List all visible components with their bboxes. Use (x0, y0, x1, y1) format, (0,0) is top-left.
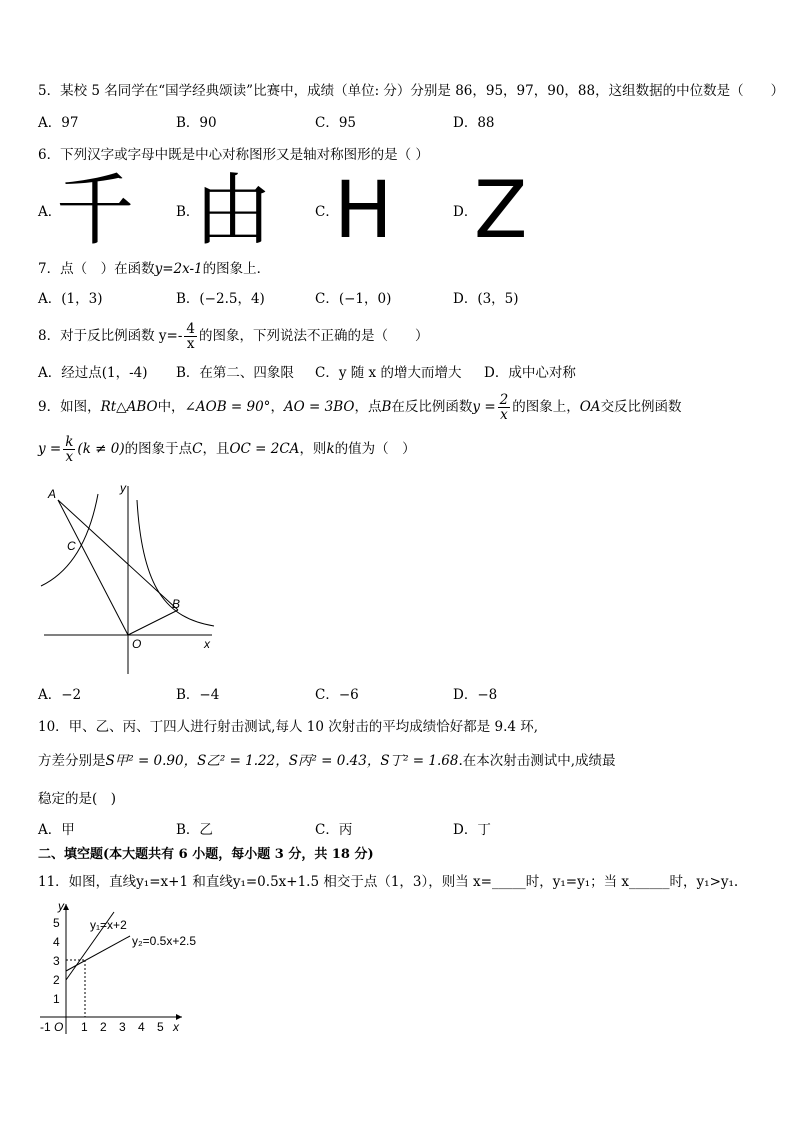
q7-function: y=2x-1 (154, 261, 203, 277)
q6-stem: 6．下列汉字或字母中既是中心对称图形又是轴对称图形的是（ ） (38, 147, 429, 163)
q8-stem-a: 8．对于反比例函数 y=- (38, 328, 183, 344)
q10-option-b: B．乙 (176, 822, 213, 838)
q9-option-c: C．−6 (315, 687, 359, 703)
q9-stem-i: ，则 (299, 441, 327, 457)
q9-stem-c: ，点 (354, 399, 382, 415)
q9-fn2-lhs: y = (38, 441, 62, 457)
q9-angle: ∠AOB = 90° (184, 399, 271, 415)
q9-fn1-frac (498, 393, 511, 422)
q8-option-d: D．成中心对称 (484, 365, 576, 381)
q9-k: k (326, 441, 335, 457)
q9-cond1: AO = 3BO (283, 399, 355, 415)
q8-stem (38, 321, 428, 351)
q9-stem-h: ，且 (202, 441, 230, 457)
q11-ytick-5: 5 (53, 916, 60, 930)
q9-label-o: O (132, 637, 142, 651)
q11-xtick-5: 5 (157, 1020, 164, 1034)
q9-stem-line1: 9．如图，Rt△ABO中，∠AOB = 90°，AO = 3BO，点B在反比例函数y = $\frac{2}{x}$ 的图象上，OA交反比例函数 (38, 392, 682, 423)
q9-figure (36, 478, 222, 678)
q11-line2-label: y₂=0.5x+2.5 (132, 934, 197, 948)
q9-cond2: OC = 2CA (229, 441, 300, 457)
q9-fn2-cond: (k ≠ 0) (77, 441, 125, 457)
q6-glyph-a: 千 (56, 166, 135, 256)
q9-label-b: B (172, 597, 181, 611)
q8-option-c: C．y 随 x 的增大而增大 (315, 365, 462, 381)
q11-xtick-neg1: -1 (40, 1020, 51, 1034)
q7-stem (38, 260, 270, 278)
q11-xtick-origin: O (54, 1020, 64, 1034)
q10-line2-a: 方差分别是 (38, 753, 106, 769)
q9-segment-ob (128, 610, 178, 635)
q11-xtick-1: 1 (81, 1020, 88, 1034)
q9-stem-f: 交反比例函数 (600, 399, 682, 415)
q8-option-b: B．在第二、四象限 (176, 365, 294, 381)
q8-fraction (184, 322, 197, 351)
q7-option-d: D．(3，5) (453, 291, 519, 307)
q10-line1: 10．甲、乙、丙、丁四人进行射击测试,每人 10 次射击的平均成绩恰好都是 9.4 环, (38, 719, 539, 735)
q11-ytick-1: 1 (53, 992, 60, 1006)
q11-xtick-4: 4 (138, 1020, 145, 1034)
q9-option-d: D．−8 (453, 687, 498, 703)
q9-fn1-lhs: y = (472, 399, 496, 415)
q9-point-c: C (192, 441, 203, 457)
q9-fn2-den: x (65, 449, 74, 465)
q9-fn1-den: x (500, 407, 508, 423)
q11-xtick-3: 3 (119, 1020, 126, 1034)
q11-line1-label: y₁=x+2 (90, 918, 127, 932)
q5-stem: 5．某校 5 名同学在“国学经典颂读”比赛中，成绩（单位: 分）分别是 86，95，97，90，88，这组数据的中位数是（ ） (38, 83, 785, 99)
q6-glyph-c: H (334, 166, 393, 256)
q9-fn2-frac (63, 435, 75, 464)
q9-option-b: B．−4 (176, 687, 220, 703)
section-fill-in-heading: 二、填空题(本大题共有 6 小题，每小题 3 分，共 18 分) (38, 847, 374, 862)
q9-label-a: A (48, 487, 57, 501)
q9-option-a: A．−2 (38, 687, 82, 703)
q9-oa: OA (579, 399, 601, 415)
q8-frac-den: x (186, 336, 195, 352)
q5-option-c: C．95 (315, 115, 357, 131)
q9-stem-line2 (38, 432, 416, 466)
q9-stem-a: 9．如图， (38, 399, 101, 415)
q9-point-b: B (381, 399, 392, 415)
q7-stem-a: 7．点（ ）在函数 (38, 261, 155, 277)
q6-label-d: D． (453, 204, 478, 220)
q10-variances: S甲² = 0.90，S乙² = 1.22，S丙² = 0.43，S丁² = 1.68 (105, 753, 459, 769)
q10-line2-b: .在本次射击测试中,成绩最 (458, 753, 616, 769)
q9-stem-e: 的图象上， (512, 399, 580, 415)
q5-option-a: A．97 (38, 115, 79, 131)
q11-xtick-2: 2 (100, 1020, 107, 1034)
q11-y-axis-label: y (58, 899, 64, 913)
q10-option-a: A．甲 (38, 822, 75, 838)
q11-stem: 11．如图，直线y₁=x+1 和直线y₁=0.5x+1.5 相交于点（1，3），则当 x=_____时，y₁=y₁；当 x______时，y₁>y₁. (38, 874, 739, 890)
q11-ytick-2: 2 (53, 973, 60, 987)
q7-stem-b: 的图象上． (202, 261, 271, 277)
q9-label-c: C (67, 539, 76, 553)
q9-triangle: Rt△ABO (100, 399, 158, 415)
q10-option-d: D．丁 (453, 822, 491, 838)
q10-option-c: C．丙 (315, 822, 353, 838)
q11-ytick-4: 4 (53, 935, 60, 949)
q5-option-b: B．90 (176, 115, 217, 131)
q6-label-a: A． (38, 204, 62, 220)
q8-frac-num: 4 (186, 321, 195, 337)
q7-option-c: C．(−1，0) (315, 291, 392, 307)
q9-stem-j: 的值为（ ） (334, 441, 416, 457)
q11-line-y2 (66, 936, 130, 971)
q7-option-a: A．(1，3) (38, 291, 103, 307)
q9-label-x: x (204, 637, 210, 651)
q5-option-d: D．88 (453, 115, 495, 131)
q9-label-y: y (120, 481, 126, 495)
q11-figure (36, 898, 226, 1038)
q6-glyph-d: Z (474, 166, 528, 256)
q10-line3: 稳定的是( ) (38, 791, 117, 807)
q9-stem-d: 在反比例函数 (391, 399, 473, 415)
q10-line2 (38, 752, 616, 770)
q6-glyph-b: 由 (194, 166, 273, 256)
q6-label-b: B． (176, 204, 200, 220)
q9-fn2-num: k (65, 434, 74, 450)
q9-stem-g: 的图象于点 (124, 441, 193, 457)
q9-stem-b: 中， (157, 399, 185, 415)
q6-label-c: C． (315, 204, 339, 220)
q8-option-a: A．经过点(1，-4) (38, 365, 148, 381)
q7-option-b: B．(−2.5，4) (176, 291, 265, 307)
q9-fn1-num: 2 (499, 392, 509, 408)
q11-ytick-3: 3 (53, 954, 60, 968)
q9-segment-ao (58, 500, 128, 635)
q8-stem-b: 的图象，下列说法不正确的是（ ） (198, 328, 429, 344)
q11-x-axis-label: x (173, 1020, 179, 1034)
